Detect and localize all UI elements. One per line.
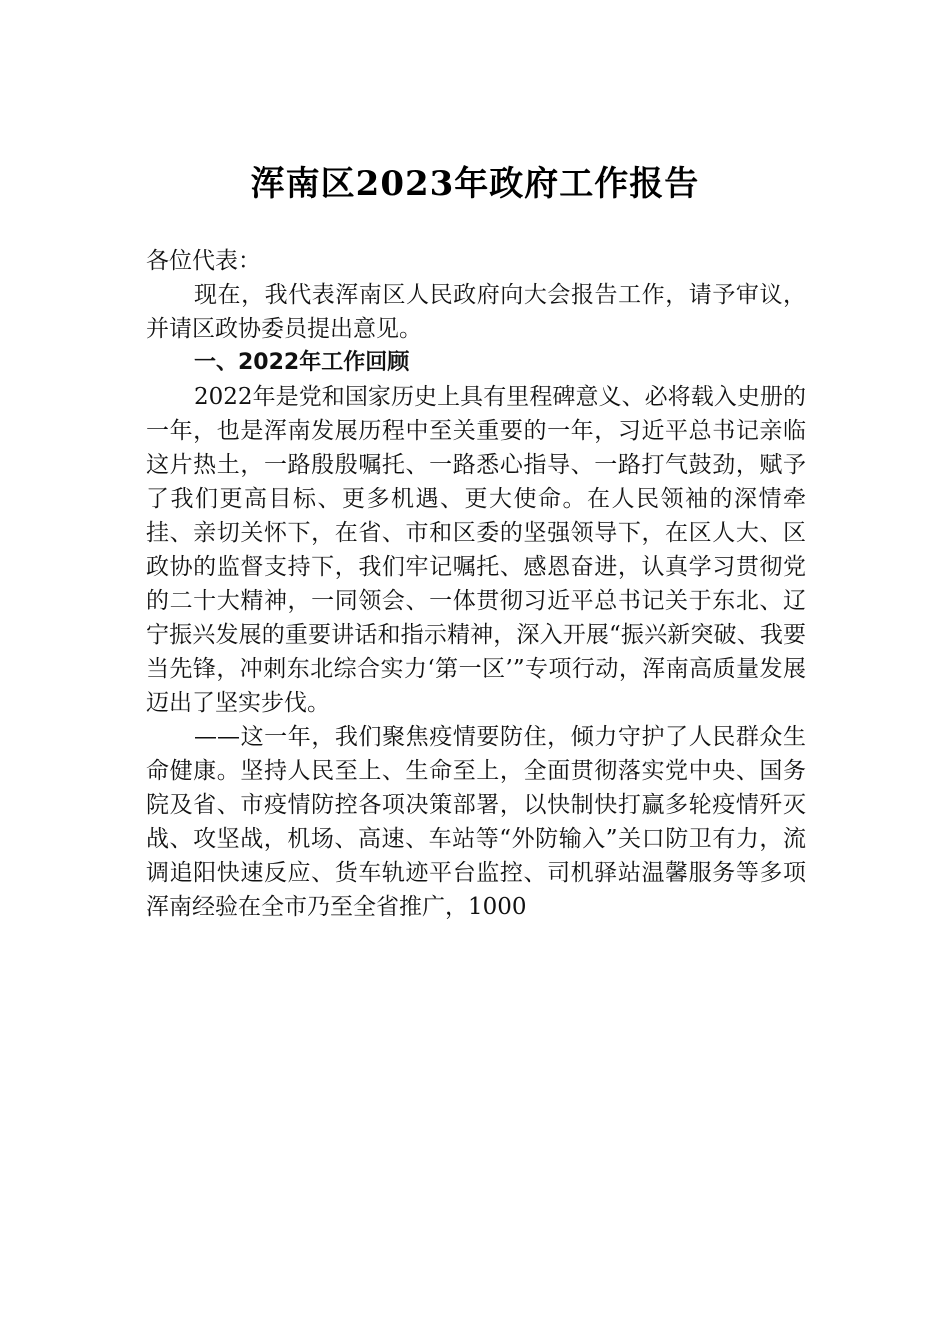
body-paragraph-1: 2022年是党和国家历史上具有里程碑意义、必将载入史册的一年，也是浑南发展历程中至关重要的一年，习近平总书记亲临这片热土，一路殷殷嘱托、一路悉心指导、一路打气鼓劲，赋予了我们更高目标、更多机遇、更大使命。在人民领袖的深情牵挂、亲切关怀下，在省、市和区委的坚强领导下，在区人大、区政协的监督支持下，我们牢记嘱托、感恩奋进，认真学习贯彻党的二十大精神，一同领会、一体贯彻习近平总书记关于东北、辽宁振兴发展的重要讲话和指示精神，深入开展“振兴新突破、我要当先锋，冲刺东北综合实力‘第一区’”专项行动，浑南高质量发展迈出了坚实步伐。 — [146, 384, 806, 716]
salutation: 各位代表： — [146, 248, 261, 274]
document-title: 浑南区2023年政府工作报告 — [250, 164, 700, 204]
intro-paragraph: 现在，我代表浑南区人民政府向大会报告工作，请予审议，并请区政协委员提出意见。 — [146, 282, 806, 342]
body-paragraph-2: ——这一年，我们聚焦疫情要防住，倾力守护了人民群众生命健康。坚持人民至上、生命至上，全面贯彻落实党中央、国务院及省、市疫情防控各项决策部署，以快制快打赢多轮疫情歼灭战、攻坚战，机场、高速、车站等“外防输入”关口防卫有力，流调追阳快速反应、货车轨迹平台监控、司机驿站温馨服务等多项浑南经验在全市乃至全省推广，1000 — [146, 724, 806, 920]
document-body — [146, 244, 806, 924]
section-heading: 一、2022年工作回顾 — [194, 350, 410, 375]
